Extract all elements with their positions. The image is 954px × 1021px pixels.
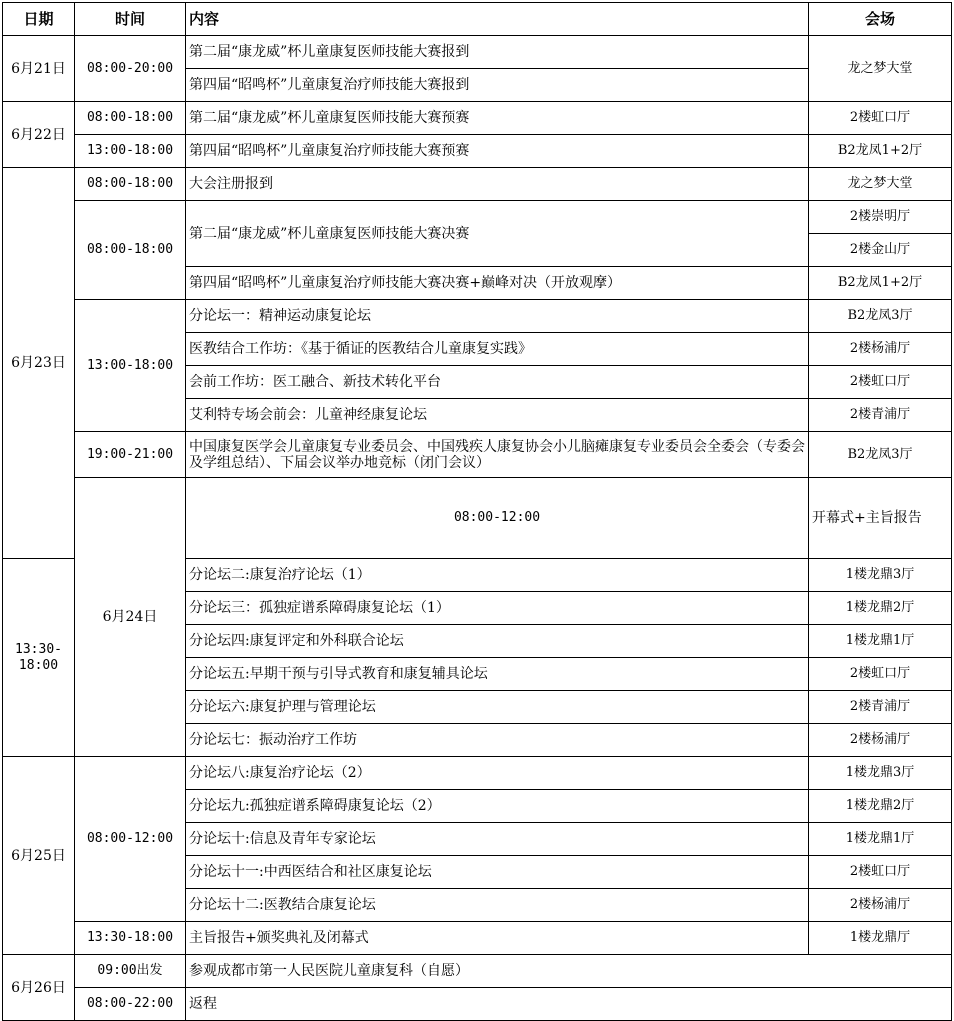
content-cell: 主旨报告+颁奖典礼及闭幕式 (186, 922, 809, 955)
table-row (3, 757, 952, 790)
content-cell: 医教结合工作坊：《基于循证的医教结合儿童康复实践》 (186, 333, 809, 366)
date-cell: 6月26日 (3, 955, 75, 1021)
header-row (3, 3, 952, 36)
venue-cell: 2楼虹口厅 (809, 102, 952, 135)
venue-cell: 1楼龙鼎厅 (809, 922, 952, 955)
content-cell: 分论坛一：精神运动康复论坛 (186, 300, 809, 333)
time-cell: 13:00-18:00 (75, 135, 186, 168)
content-cell: 分论坛三：孤独症谱系障碍康复论坛（1） (186, 592, 809, 625)
table-row (3, 432, 952, 478)
content-cell: 第四届“昭鸣杯”儿童康复治疗师技能大赛预赛 (186, 135, 809, 168)
content-cell: 第四届“昭鸣杯”儿童康复治疗师技能大赛决赛+巅峰对决（开放观摩） (186, 267, 809, 300)
table-row (3, 922, 952, 955)
time-cell: 08:00-18:00 (75, 201, 186, 300)
header-date: 日期 (3, 3, 75, 36)
venue-cell: B2龙凤3厅 (809, 432, 952, 478)
time-cell: 08:00-12:00 (186, 478, 809, 559)
time-cell: 13:30-18:00 (75, 922, 186, 955)
venue-cell: B2龙凤3厅 (809, 300, 952, 333)
time-cell: 13:00-18:00 (75, 300, 186, 432)
content-cell: 艾利特专场会前会：儿童神经康复论坛 (186, 399, 809, 432)
content-cell: 参观成都市第一人民医院儿童康复科（自愿） (186, 955, 952, 988)
time-cell: 08:00-18:00 (75, 102, 186, 135)
venue-cell: 1楼龙鼎1厅 (809, 625, 952, 658)
time-cell: 09:00出发 (75, 955, 186, 988)
venue-cell: 1楼龙鼎1厅 (809, 823, 952, 856)
content-cell: 分论坛十一:中西医结合和社区康复论坛 (186, 856, 809, 889)
content-cell: 分论坛七：振动治疗工作坊 (186, 724, 809, 757)
time-cell: 13:30-18:00 (3, 559, 75, 757)
content-cell: 第四届“昭鸣杯”儿童康复治疗师技能大赛报到 (186, 69, 809, 102)
venue-cell: 2楼金山厅 (809, 234, 952, 267)
table-row (3, 135, 952, 168)
table-row (3, 201, 952, 234)
header-content: 内容 (186, 3, 809, 36)
venue-cell: 2楼青浦厅 (809, 691, 952, 724)
content-cell: 分论坛十:信息及青年专家论坛 (186, 823, 809, 856)
venue-cell: 2楼青浦厅 (809, 399, 952, 432)
table-row (3, 955, 952, 988)
content-cell: 第二届“康龙威”杯儿童康复医师技能大赛报到 (186, 36, 809, 69)
header-time: 时间 (75, 3, 186, 36)
content-cell: 分论坛五:早期干预与引导式教育和康复辅具论坛 (186, 658, 809, 691)
header-venue: 会场 (809, 3, 952, 36)
venue-cell: 2楼杨浦厅 (809, 889, 952, 922)
venue-cell: 2楼虹口厅 (809, 856, 952, 889)
table-row (3, 102, 952, 135)
content-cell: 分论坛四:康复评定和外科联合论坛 (186, 625, 809, 658)
venue-cell: 龙之梦大堂 (809, 168, 952, 201)
conference-schedule-table (2, 2, 952, 1021)
content-cell: 会前工作坊：医工融合、新技术转化平台 (186, 366, 809, 399)
table-row (3, 988, 952, 1021)
venue-cell: 龙之梦大堂 (809, 36, 952, 102)
content-cell: 第二届“康龙威”杯儿童康复医师技能大赛决赛 (186, 201, 809, 267)
content-cell: 开幕式+主旨报告 (809, 478, 952, 559)
content-cell: 分论坛十二:医教结合康复论坛 (186, 889, 809, 922)
venue-cell: 2楼杨浦厅 (809, 333, 952, 366)
time-cell: 08:00-12:00 (75, 757, 186, 922)
venue-cell: 1楼龙鼎3厅 (809, 757, 952, 790)
content-cell: 分论坛二:康复治疗论坛（1） (186, 559, 809, 592)
content-cell: 大会注册报到 (186, 168, 809, 201)
venue-cell: 2楼杨浦厅 (809, 724, 952, 757)
time-cell: 08:00-20:00 (75, 36, 186, 102)
content-cell: 返程 (186, 988, 952, 1021)
time-cell: 08:00-18:00 (75, 168, 186, 201)
venue-cell: 2楼崇明厅 (809, 201, 952, 234)
content-cell: 中国康复医学会儿童康复专业委员会、中国残疾人康复协会小儿脑瘫康复专业委员会全委会（专委会及学组总结）、下届会议举办地竞标（闭门会议） (186, 432, 809, 478)
date-cell: 6月25日 (3, 757, 75, 955)
content-cell: 分论坛九:孤独症谱系障碍康复论坛（2） (186, 790, 809, 823)
table-row (3, 168, 952, 201)
time-cell: 08:00-22:00 (75, 988, 186, 1021)
table-row (3, 478, 952, 559)
venue-cell: B2龙凤1+2厅 (809, 135, 952, 168)
time-cell: 19:00-21:00 (75, 432, 186, 478)
date-cell: 6月24日 (75, 478, 186, 757)
table-row (3, 36, 952, 69)
content-cell: 分论坛六:康复护理与管理论坛 (186, 691, 809, 724)
venue-cell: 2楼虹口厅 (809, 658, 952, 691)
date-cell: 6月22日 (3, 102, 75, 168)
content-cell: 分论坛八:康复治疗论坛（2） (186, 757, 809, 790)
date-cell: 6月21日 (3, 36, 75, 102)
venue-cell: 1楼龙鼎2厅 (809, 592, 952, 625)
venue-cell: 1楼龙鼎3厅 (809, 559, 952, 592)
venue-cell: B2龙凤1+2厅 (809, 267, 952, 300)
venue-cell: 1楼龙鼎2厅 (809, 790, 952, 823)
content-cell: 第二届“康龙威”杯儿童康复医师技能大赛预赛 (186, 102, 809, 135)
venue-cell: 2楼虹口厅 (809, 366, 952, 399)
table-row (3, 300, 952, 333)
date-cell: 6月23日 (3, 168, 75, 559)
